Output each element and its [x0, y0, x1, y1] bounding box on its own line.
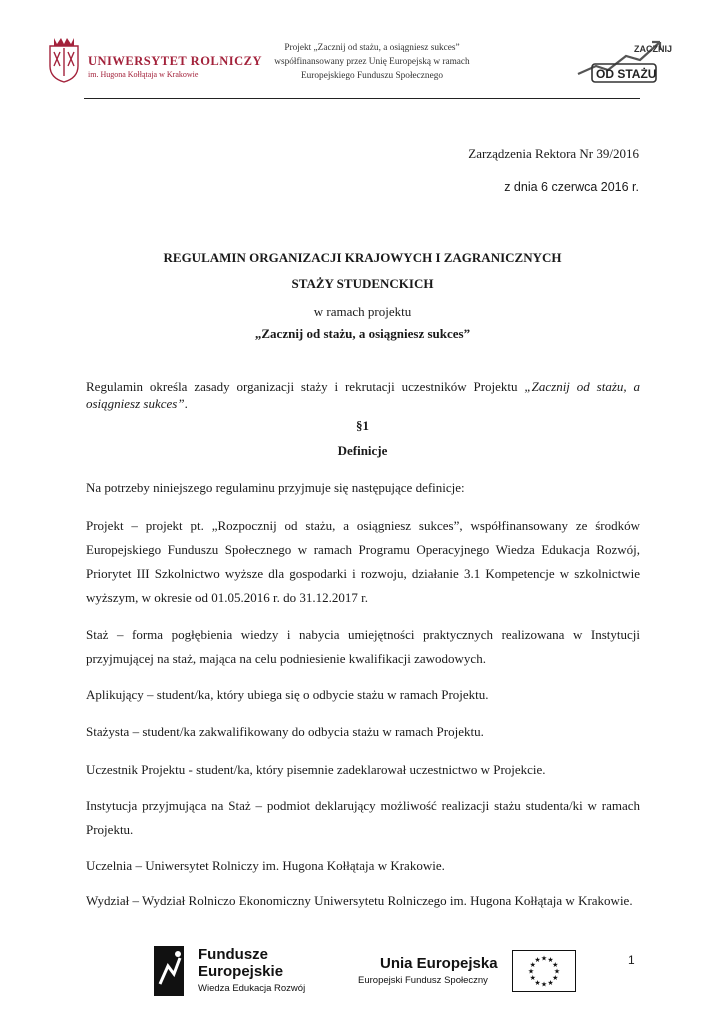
project-header-line: współfinansowany przez Unię Europejską w ramach [274, 57, 470, 67]
logo-text-od-stazu: OD STAŻU [596, 67, 657, 81]
project-header-line: Europejskiego Funduszu Społecznego [300, 71, 443, 81]
definition-paragraph: Staż – forma pogłębienia wiedzy i nabycia umiejętności praktycznych realizowana w Instytucji przyjmującej na staż, mająca na celu podniesienie kwalifikacji zawodowych. [86, 627, 640, 666]
definition-paragraph: Instytucja przyjmująca na Staż – podmiot deklarujący możliwość realizacji stażu studenta/ki w ramach Projektu. [86, 798, 640, 837]
fe-title-line1: Fundusze [198, 946, 268, 963]
eu-star: ★ [552, 961, 559, 969]
project-header [262, 41, 482, 83]
definition-paragraph: Uczestnik Projektu - student/ka, który pisemnie zadeklarował uczestnictwo w Projekcie. [86, 762, 546, 777]
eu-subtitle: Europejski Fundusz Społeczny [358, 975, 488, 986]
logo-text-zacznij: ZACZNIJ [634, 44, 672, 54]
order-date: z dnia 6 czerwca 2016 r. [504, 180, 639, 194]
definition-paragraph: Stażysta – student/ka zakwalifikowany do odbycia stażu w ramach Projektu. [86, 724, 484, 739]
intro-paragraph [86, 378, 640, 412]
eu-star: ★ [553, 967, 561, 976]
document-title-line1: REGULAMIN ORGANIZACJI KRAJOWYCH I ZAGRANICZNYCH [163, 250, 562, 265]
document-title-line2: STAŻY STUDENCKICH [291, 276, 434, 291]
page-number: 1 [628, 953, 635, 967]
zacznij-od-stazu-logo [574, 30, 682, 88]
eu-star: ★ [529, 961, 536, 969]
document-title-line3: w ramach projektu [313, 304, 412, 319]
definition-paragraph: Uczelnia – Uniwersytet Rolniczy im. Hugona Kołłątaja w Krakowie. [86, 858, 445, 873]
intro-text: Regulamin określa zasady organizacji staży i rekrutacji uczestników Projektu [86, 379, 525, 394]
definition-paragraph: Projekt – projekt pt. „Rozpocznij od stażu, a osiągniesz sukces”, współfinansowany ze środków Europejskiego Funduszu Społecznego w ramach Programu Operacyjnego Wiedza Edukacja Rozwój, Priorytet III Szkolnictwo wyższe dla gospodarki i rozwoju, działanie 3.1 Kompetencje w szkolnictwie wyższym, w okresie od 01.05.2016 r. do 31.12.2017 r. [86, 518, 640, 605]
eu-star: ★ [547, 978, 554, 987]
definition-paragraph: Wydział – Wydział Rolniczo Ekonomiczny Uniwersytetu Rolniczego im. Hugona Kołłątaja w Krakowie. [86, 893, 633, 908]
university-name: UNIWERSYTET ROLNICZY [88, 54, 263, 68]
project-name-title: „Zacznij od stażu, a osiągniesz sukces” [254, 326, 471, 341]
eu-star: ★ [534, 978, 541, 987]
university-subtitle: im. Hugona Kołłątaja w Krakowie [88, 70, 199, 79]
eu-star: ★ [527, 967, 535, 976]
eu-star: ★ [547, 956, 554, 965]
section-number: §1 [356, 418, 369, 433]
project-header-line: Projekt „Zacznij od stażu, a osiągniesz sukces” [284, 43, 460, 53]
eu-star: ★ [540, 954, 548, 963]
eu-star: ★ [529, 974, 536, 982]
eu-flag-icon [512, 950, 576, 992]
intro-end: . [184, 396, 188, 411]
definition-paragraph: Na potrzeby niniejszego regulaminu przyjmuje się następujące definicje: [86, 480, 465, 495]
intro-italic: „Zacznij od stażu, a osiągniesz sukces” [86, 379, 640, 411]
header-divider [84, 98, 640, 99]
eu-title: Unia Europejska [380, 955, 498, 972]
rector-order: Zarządzenia Rektora Nr 39/2016 [468, 146, 639, 161]
fe-title-line2: Europejskie [198, 963, 284, 980]
eu-star: ★ [534, 956, 541, 965]
definition-paragraph: Aplikujący – student/ka, który ubiega się o odbycie stażu w ramach Projektu. [86, 687, 489, 702]
section-heading: Definicje [337, 443, 388, 458]
fe-subtitle: Wiedza Edukacja Rozwój [198, 983, 306, 994]
eu-star: ★ [552, 974, 559, 982]
fundusze-europejskie-icon [152, 944, 186, 998]
eu-star: ★ [540, 980, 548, 989]
